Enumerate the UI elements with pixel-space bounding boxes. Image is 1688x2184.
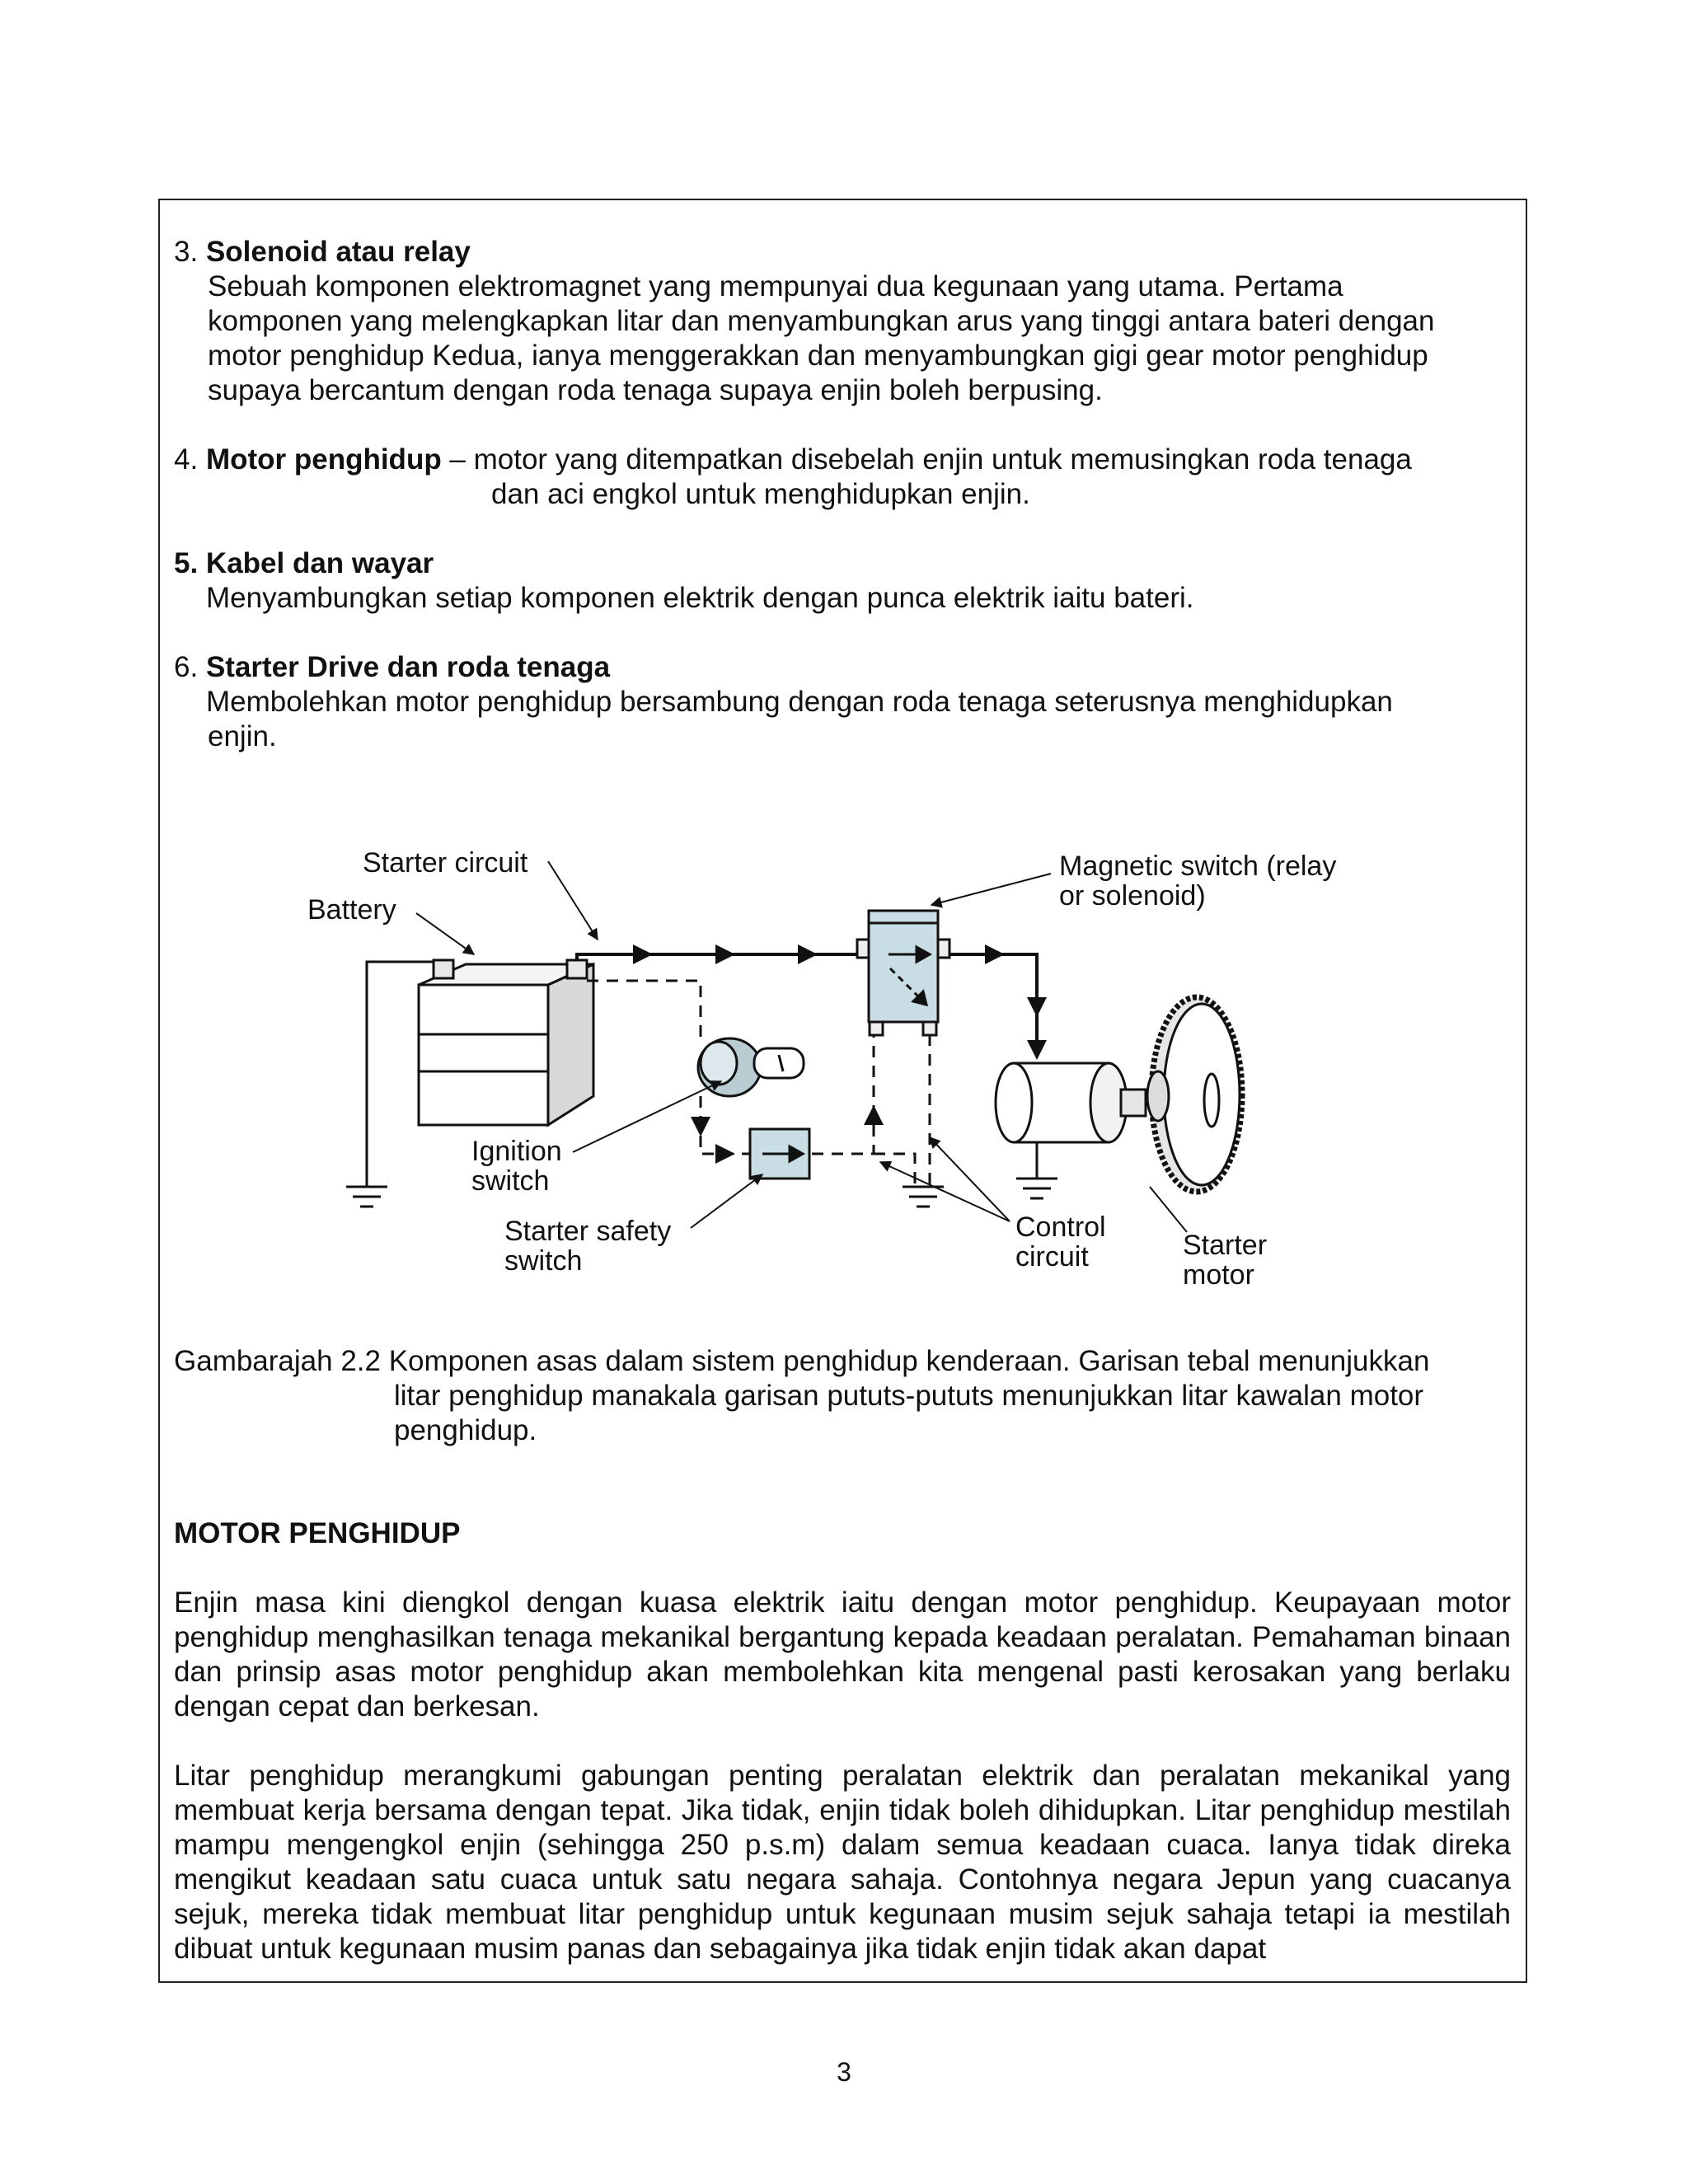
label-safety-2: switch — [504, 1245, 583, 1277]
label-starter-motor-2: motor — [1183, 1259, 1254, 1291]
figure-caption-line-3: penghidup. — [394, 1414, 537, 1446]
magnetic-switch-icon — [857, 911, 950, 1035]
figure-caption-line-2: litar penghidup manakala garisan pututs-pututs menunjukkan litar kawalan motor — [394, 1380, 1424, 1412]
page-number: 3 — [837, 2057, 851, 2087]
item4-number: 4. — [174, 443, 199, 476]
item5-line: Menyambungkan setiap komponen elektrik dengan punca elektrik iaitu bateri. — [206, 582, 1194, 614]
section-paragraph-1: Enjin masa kini diengkol dengan kuasa elektrik iaitu dengan motor penghidup. Keupayaan motor penghidup menghasilkan tenaga mekanikal bergantung kepada keadaan peralatan. Pemahaman binaan dan prinsip asas motor penghidup akan membolehkan kita mengenal pasti kerosakan yang berlaku dengan cepat dan berkesan. — [174, 1586, 1511, 1722]
item5-heading: 5. Kabel dan wayar — [174, 547, 434, 579]
battery-icon — [419, 960, 593, 1125]
section-heading: MOTOR PENGHIDUP — [174, 1517, 461, 1549]
label-magnetic-switch-2: or solenoid) — [1059, 880, 1206, 912]
starter-circuit-arrows — [633, 944, 1047, 1060]
label-control-1: Control — [1015, 1212, 1106, 1243]
starter-circuit-wire — [577, 954, 1037, 1055]
label-ignition-1: Ignition — [471, 1136, 562, 1167]
label-battery: Battery — [307, 894, 396, 926]
label-safety-1: Starter safety — [504, 1216, 672, 1247]
starter-motor-icon — [996, 1063, 1146, 1179]
safety-switch-icon — [750, 1129, 809, 1179]
item3-line-4: supaya bercantum dengan roda tenaga supaya enjin boleh berpusing. — [208, 374, 1103, 406]
item6-line-2: enjin. — [208, 720, 277, 752]
flywheel-icon — [1147, 997, 1242, 1192]
label-control-2: circuit — [1015, 1241, 1089, 1272]
label-starter-motor-1: Starter — [1183, 1230, 1268, 1261]
item6-title: Starter Drive dan roda tenaga — [205, 651, 611, 683]
section-paragraph-2: Litar penghidup merangkumi gabungan penting peralatan elektrik dan peralatan mekanikal yang membuat kerja bersama dengan tepat. Jika tidak, enjin tidak boleh dihidupkan. Litar penghidup mestilah mampu mengengkol enjin (sehingga 250 p.s.m) dalam semua keadaan cuaca. Ianya tidak direka mengikut keadaan satu cuaca untuk satu negara sahaja. Contohnya negara Jepun yang cuacanya sejuk, mereka tidak membuat litar penghidup untuk kegunaan musim sejuk sahaja tetapi ia mestilah dibuat untuk kegunaan musim panas dan sebagainya jika tidak enjin tidak akan dapat — [174, 1760, 1511, 1965]
item3-line-1: Sebuah komponen elektromagnet yang mempunyai dua kegunaan yang utama. Pertama — [208, 270, 1343, 302]
item3-line-3: motor penghidup Kedua, ianya menggerakkan dan menyambungkan gigi gear motor penghidup — [208, 340, 1428, 372]
item4-title: Motor penghidup — [205, 443, 442, 476]
ground-symbol-left — [346, 1187, 387, 1207]
item3-title: Solenoid atau relay — [205, 236, 471, 268]
item6-line-1: Membolehkan motor penghidup bersambung dengan roda tenaga seterusnya menghidupkan — [206, 686, 1393, 718]
label-magnetic-switch-1: Magnetic switch (relay — [1059, 851, 1337, 882]
figure-caption-line-1 — [174, 1344, 1429, 1379]
label-ignition-2: switch — [471, 1165, 550, 1197]
ignition-switch-icon — [698, 1038, 804, 1096]
item4-line-2: dan aci engkol untuk menghidupkan enjin. — [491, 478, 1030, 510]
item4-line-1: – motor yang ditempatkan disebelah enjin untuk memusingkan roda tenaga — [441, 443, 1412, 476]
ground-symbol-middle — [903, 1187, 944, 1207]
item3-line-2: komponen yang melengkapkan litar dan menyambungkan arus yang tinggi antara bateri dengan — [208, 305, 1435, 337]
item6-number: 6. — [174, 651, 199, 683]
figure-caption-text-1: Komponen asas dalam sistem penghidup kenderaan. Garisan tebal menunjukkan — [380, 1345, 1430, 1377]
figure-caption-prefix: Gambarajah 2.2 — [174, 1345, 381, 1377]
item3-number: 3. — [174, 236, 199, 268]
label-starter-circuit: Starter circuit — [363, 847, 528, 879]
ground-symbol-motor — [1016, 1179, 1057, 1198]
